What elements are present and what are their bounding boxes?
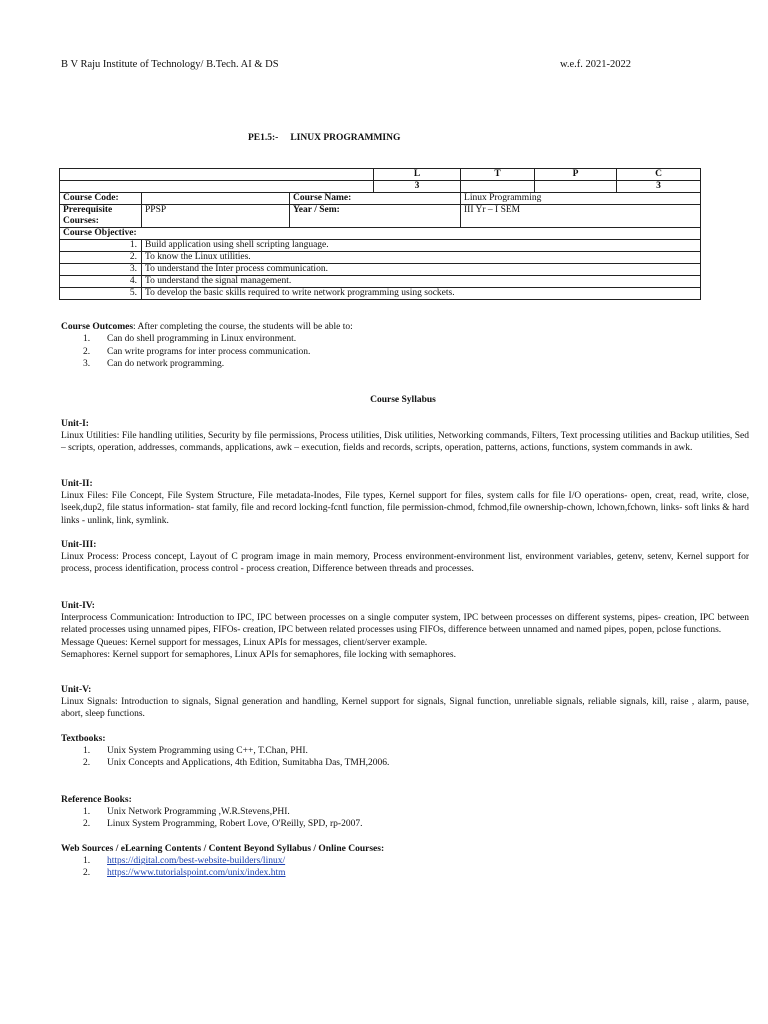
web-link[interactable]: https://digital.com/best-website-builders/linux/ <box>107 856 286 867</box>
list-item <box>61 818 749 830</box>
list-item-num: 1. <box>83 807 91 818</box>
course-name-value: Linux Programming <box>461 193 701 205</box>
unit-1 <box>61 418 749 455</box>
ltpc-label-p: P <box>535 169 617 181</box>
objective-row <box>60 240 701 252</box>
course-code-row <box>60 193 701 205</box>
textbooks-title: Textbooks: <box>61 734 106 744</box>
list-item-text: Unix System Programming using C++, T.Chan, PHI. <box>107 746 308 757</box>
reference-books <box>61 794 749 831</box>
unit-title: Unit-IV: <box>61 601 95 611</box>
course-outcomes <box>61 321 751 370</box>
objective-label-row <box>60 228 701 240</box>
objective-text: Build application using shell scripting language. <box>142 240 701 252</box>
year-sem-label: Year / Sem: <box>290 205 461 228</box>
objective-num: 4. <box>60 276 142 288</box>
objective-row <box>60 264 701 276</box>
list-item <box>61 745 749 757</box>
unit-2 <box>61 478 749 527</box>
list-item <box>61 806 749 818</box>
textbooks <box>61 733 749 770</box>
objective-text: To understand the Inter process communication. <box>142 264 701 276</box>
unit-title: Unit-I: <box>61 419 89 429</box>
unit-text: Semaphores: Kernel support for semaphores, Linux APIs for semaphores, file locking with semaphores. <box>61 649 456 660</box>
objective-num: 5. <box>60 288 142 300</box>
list-item-text: Can do shell programming in Linux environment. <box>107 334 297 345</box>
list-item-num: 2. <box>83 819 91 830</box>
web-sources <box>61 843 749 880</box>
wef-year: w.e.f. 2021-2022 <box>560 59 632 70</box>
references-title: Reference Books: <box>61 795 132 805</box>
list-item <box>61 867 749 879</box>
ltpc-value-l: 3 <box>374 181 461 193</box>
course-code-label: Course Code: <box>60 193 142 205</box>
list-item <box>61 358 751 370</box>
unit-text: Linux Process: Process concept, Layout of C program image in main memory, Process environment-environment list, environment variables, getenv, setenv, Kernel support for process, process identification, process control - process creation, Difference between threads and processes. <box>61 552 749 575</box>
list-item-num: 2. <box>83 758 91 769</box>
prereq-row <box>60 205 701 228</box>
ltpc-label-l: L <box>374 169 461 181</box>
list-item-text: Can write programs for inter process communication. <box>107 346 311 357</box>
prereq-label-line2: Courses: <box>63 216 99 226</box>
unit-title: Unit-III: <box>61 540 97 550</box>
list-item-num: 3. <box>83 358 91 369</box>
unit-title: Unit-V: <box>61 685 92 695</box>
list-item-num: 1. <box>83 746 91 757</box>
list-item-text: Can do network programming. <box>107 358 225 369</box>
ltpc-label-c: C <box>617 169 701 181</box>
ltpc-value-c: 3 <box>617 181 701 193</box>
list-item-text: Unix Network Programming ,W.R.Stevens,PHI. <box>107 807 290 818</box>
prereq-label-line1: Prerequisite <box>63 205 113 215</box>
course-code-value <box>142 193 290 205</box>
institution-header: B V Raju Institute of Technology/ B.Tech. AI & DS <box>61 59 279 70</box>
unit-text: Linux Utilities: File handling utilities, Security by file permissions, Process utilities, Disk utilities, Networking commands, Filters, Text processing utilities and Backup utilities, Sed – scripts, operation, addresses, commands, applications, awk – execution, fields and records, scripts, operation, patterns, actions, functions, system commands in awk. <box>61 431 749 454</box>
list-item <box>61 757 749 769</box>
ltpc-value-t <box>461 181 535 193</box>
unit-3 <box>61 539 749 576</box>
objective-text: To know the Linux utilities. <box>142 252 701 264</box>
objective-row <box>60 276 701 288</box>
outcomes-intro: : After completing the course, the students will be able to: <box>133 322 353 332</box>
unit-text: Linux Files: File Concept, File System Structure, File metadata-Inodes, File types, Kernel support for files, system calls for file I/O operations- open, creat, read, write, close, lseek,dup2, file status information- stat family, file and record locking-fcntl function, file permission-chmod, fchmod,file ownership-chown, lchown,fchown, links- soft links & hard links - unlink, link, symlink. <box>61 491 749 526</box>
list-item-num: 1. <box>83 856 91 867</box>
course-title-name: LINUX PROGRAMMING <box>290 133 401 143</box>
web-link[interactable]: https://www.tutorialspoint.com/unix/index.htm <box>107 868 286 879</box>
course-info-table <box>59 168 701 300</box>
unit-text: Linux Signals: Introduction to signals, Signal generation and handling, Kernel support for signals, Signal function, unreliable signals, reliable signals, kill, raise , alarm, pause, abort, sleep functions. <box>61 697 749 720</box>
ltpc-header-row <box>60 169 701 181</box>
course-name-label: Course Name: <box>290 193 461 205</box>
outcomes-label: Course Outcomes <box>61 322 134 332</box>
objective-text: To develop the basic skills required to write network programming using sockets. <box>142 288 701 300</box>
ltpc-value-p <box>535 181 617 193</box>
unit-text: Message Queues: Kernel support for messages, Linux APIs for messages, client/server example. <box>61 637 428 648</box>
list-item <box>61 855 749 867</box>
objective-row <box>60 288 701 300</box>
objective-text: To understand the signal management. <box>142 276 701 288</box>
course-title <box>248 133 400 143</box>
list-item <box>61 333 751 345</box>
objective-num: 1. <box>60 240 142 252</box>
prereq-label <box>60 205 142 228</box>
objective-label: Course Objective: <box>60 228 701 240</box>
list-item-text: Linux System Programming, Robert Love, O'Reilly, SPD, rp-2007. <box>107 819 363 830</box>
list-item-text: Unix Concepts and Applications, 4th Edition, Sumitabha Das, TMH,2006. <box>107 758 390 769</box>
year-sem-value: III Yr – I SEM <box>461 205 701 228</box>
list-item-num: 2. <box>83 868 91 879</box>
prereq-value: PPSP <box>142 205 290 228</box>
unit-4 <box>61 600 749 661</box>
objective-row <box>60 252 701 264</box>
unit-5 <box>61 684 749 721</box>
ltpc-label-t: T <box>461 169 535 181</box>
unit-text: Interprocess Communication: Introduction to IPC, IPC between processes on a single computer system, IPC between processes on different systems, pipes- creation, IPC between related processes using unnamed pipes, FIFOs- creation, IPC between related processes using FIFOs, difference between unnamed and named pipes, popen, pclose functions. <box>61 613 749 636</box>
ltpc-value-row <box>60 181 701 193</box>
list-item-num: 2. <box>83 346 91 357</box>
syllabus-heading: Course Syllabus <box>370 395 436 405</box>
unit-title: Unit-II: <box>61 479 93 489</box>
list-item <box>61 346 751 358</box>
objective-num: 2. <box>60 252 142 264</box>
list-item-num: 1. <box>83 334 91 345</box>
web-sources-title: Web Sources / eLearning Contents / Content Beyond Syllabus / Online Courses: <box>61 844 385 854</box>
objective-num: 3. <box>60 264 142 276</box>
course-title-code: PE1.5:- <box>248 133 279 143</box>
